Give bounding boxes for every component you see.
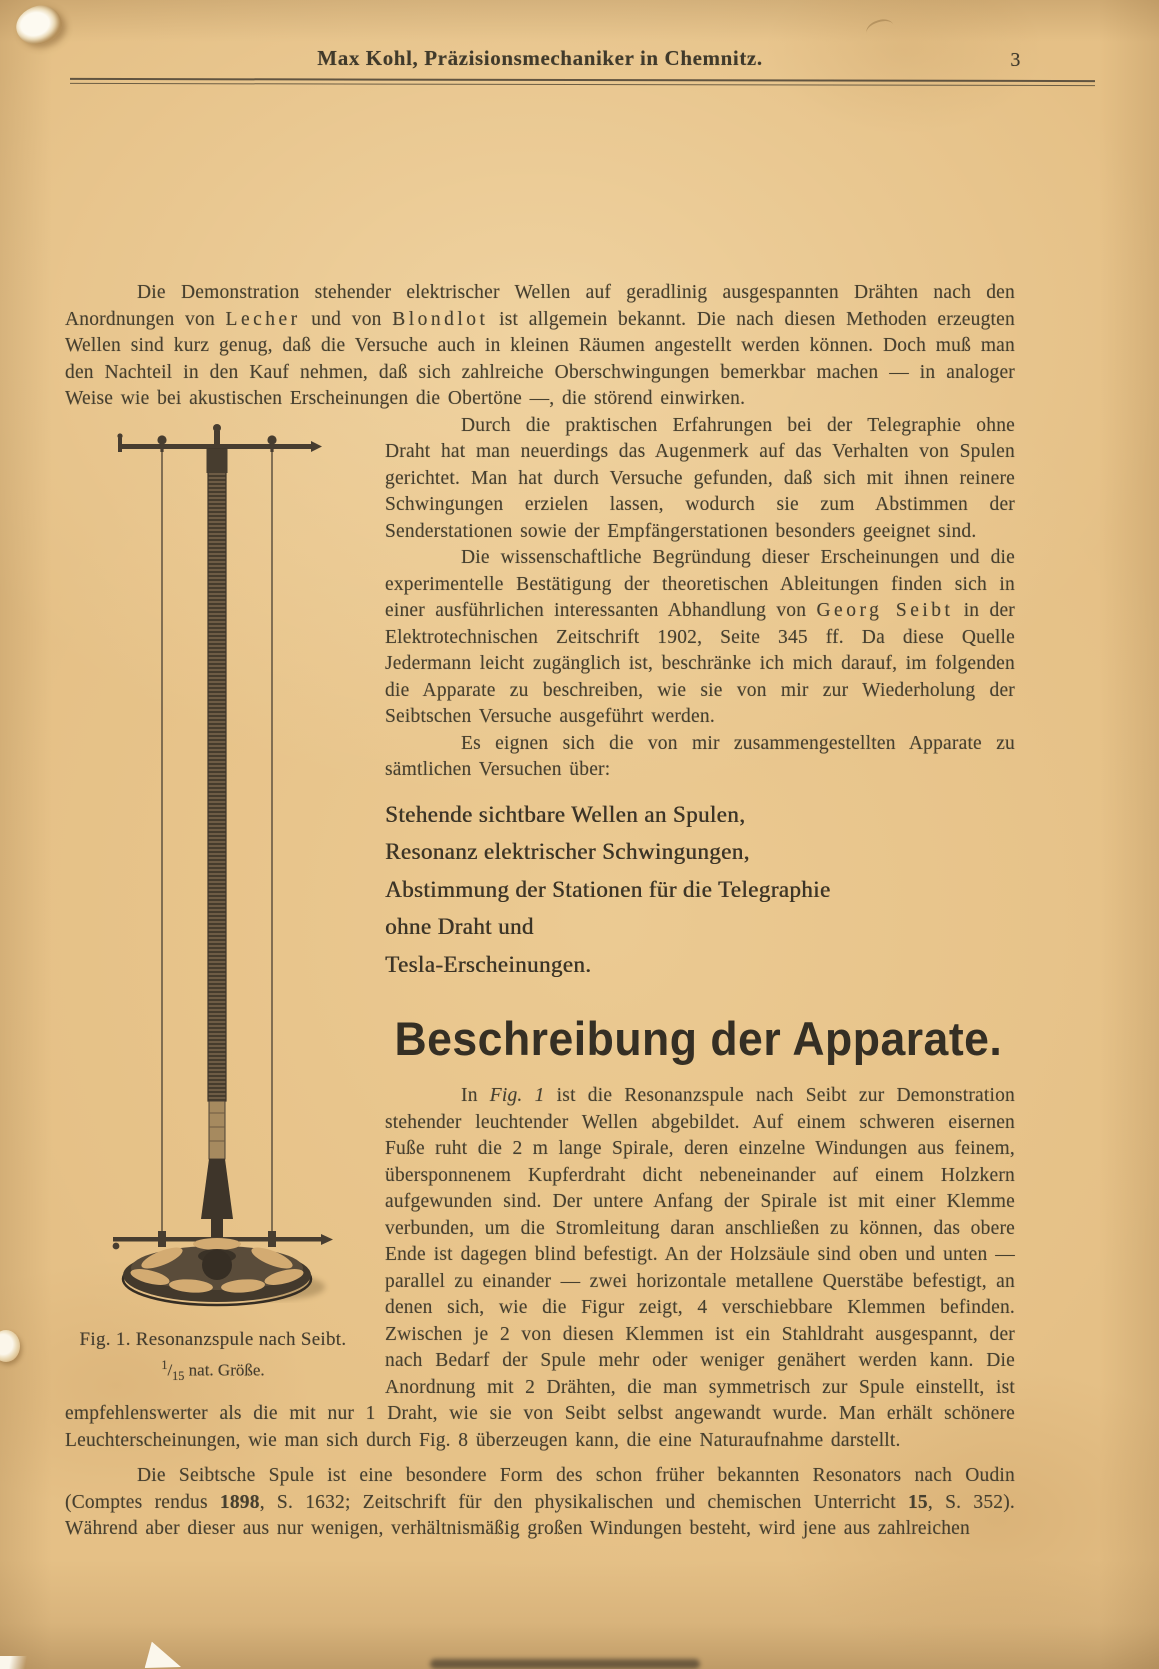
volume-15: 15 [907,1491,928,1513]
intro-text-3: ist allgemein bekannt. Die nach diesen Methoden erzeugten Wellen sind kurz genug, daß die Versuche auch in kleinen Räumen angestellt werden können. Doch muß man den Nachteil in den Kauf nehmen, daß sich zahlreiche Oberschwingungen bemerkbar machen — in analoger Weise wie bei akustischen Erscheinungen die Obertöne —, die störend einwirken. [65,308,1015,409]
year-1898: 1898 [219,1491,260,1513]
list-item: Resonanz elektrischer Schwingungen, [385,839,750,864]
name-georg-seibt: Georg Seibt [816,600,954,621]
figure-caption-scale [63,1358,363,1384]
figure-scale-text: nat. Größe. [188,1360,265,1380]
intro-text-1: Die Demonstration stehender elektrischer Wellen auf geradlinig ausgespannten Drähten nach den Anordnungen von [65,282,1015,330]
top-crossbar [117,424,322,452]
list-item: Tesla-Erscheinungen. [385,951,592,977]
paragraph-apparate-intro: Es eignen sich die von mir zusammengestellten Apparate zu sämtlichen Versuchen über: [385,732,1015,780]
paragraph-telegraphie: Durch die praktischen Erfahrungen bei der Telegraphie ohne Draht hat man neuerdings das Augenmerk auf das Verhalten von Spulen gerichtet. Man hat durch Versuche gefunden, daß sich mit ihnen reinere Schwingungen erzielen lassen, wodurch sie zum Abstimmen der Senderstationen sowie der Empfängerstationen besonders geeignet sind. [385,414,1015,542]
name-blondlot: Blondlot [392,308,489,330]
figure-caption-title: Fig. 1. Resonanzspule nach Seibt. [79,1328,347,1350]
fig1-text-2: ist die Resonanzspule nach Seibt zur Demonstration stehender leuchtender Wellen abgebildet. Auf einem schweren eisernen Fuße ruht die 2 m lange Spirale, deren einzelne Windungen aus feinem, übersponnenem Kupferdraht dicht nebeneinander auf einem Holzkern aufgewunden sind. Der untere Anfang der Spirale ist mit einer Klemme verbunden, um die Stromleitung daran anschließen zu können, das obere Ende ist dagegen blind befestigt. An der Holzsäule sind oben und unten — parallel zu einander — zwei horizontale metallene Querstäbe befestigt, an denen sich, wie die Figur zeigt, 4 verschiebbare Klemmen befinden. Zwischen je 2 von diesen Klemmen ist ein Stahldraht ausgespannt, der nach Bedarf der Spule mehr oder weniger genähert werden kann. Die Anordnung mit 2 Drähten, die man symmetrisch zur Spule einstellt, ist empfehlenswerter als die mit nur 1 Draht, wie sie von Seibt selbst angewandt wurde. Man erhält schönere Leuchterscheinungen, wie man sich durch Fig. 8 überzeugen kann, die eine Naturaufnahme darstellt. [65,1085,1016,1451]
fig1-reference: Fig. 1 [489,1085,545,1106]
cast-iron-base [123,1238,325,1305]
paper-crease [864,16,896,42]
oudin-text-2: , S. 1632; Zeitschrift für den physikalischen und chemischen Unterricht [259,1491,908,1513]
fig1-text-1: In [461,1085,490,1106]
page-number: 3 [1010,49,1021,71]
fraction-slash: / [167,1360,173,1380]
section-heading: Beschreibung der Apparate. [394,1011,1003,1066]
fraction-numerator: 1 [161,1357,168,1372]
intro-text-2: und von [300,308,393,330]
paper-tear-bottom [145,1641,184,1669]
oudin-text-3: , S. 352). Während aber dieser aus nur wenigen, verhältnismäßig großen Windungen besteht, wird jene aus zahlreichen [65,1491,1015,1539]
figure-caption [63,1329,363,1384]
figure-1 [65,413,385,1388]
paragraph-oudin [65,1463,1015,1543]
fraction-denominator: 15 [172,1368,185,1383]
header-divider-rule [70,78,1095,86]
list-item: Abstimmung der Stationen für die Telegraphie [385,876,831,902]
list-item-continuation: ohne Draht und [385,914,534,939]
list-item: Stehende sichtbare Wellen an Spulen, [385,801,746,827]
begruendung-text-1: Die wissenschaftliche Begründung dieser Erscheinungen und die experimentelle Bestätigung der theoretischen Ableitungen finden sich in einer ausführlichen interessanten Abhandlung von [385,547,1015,621]
paper-edge-bottom-left [0,1656,34,1669]
begruendung-text-2: in der Elektrotechnischen Zeitschrift 1902, Seite 345 ff. Da diese Quelle Jedermann leicht zugänglich ist, beschränke ich mich darauf, im folgenden die Apparate zu beschreiben, wie sie von mir zur Wiederholung der Seibtschen Versuche ausgeführt werden. [385,600,1015,727]
page-header [65,46,1021,71]
running-title: Max Kohl, Präzisionsmechaniker in Chemnitz. [317,46,763,70]
resonance-coil-illustration [83,413,347,1311]
paragraph-intro [65,280,1015,413]
coil-column [201,449,233,1251]
oudin-text-1: Die Seibtsche Spule ist eine besondere Form des schon früher bekannten Resonators nach Oudin (Comptes rendus [65,1465,1015,1513]
scanner-edge-shadow [430,1659,700,1669]
name-lecher: Lecher [225,308,301,330]
punch-hole-top [12,1,66,49]
